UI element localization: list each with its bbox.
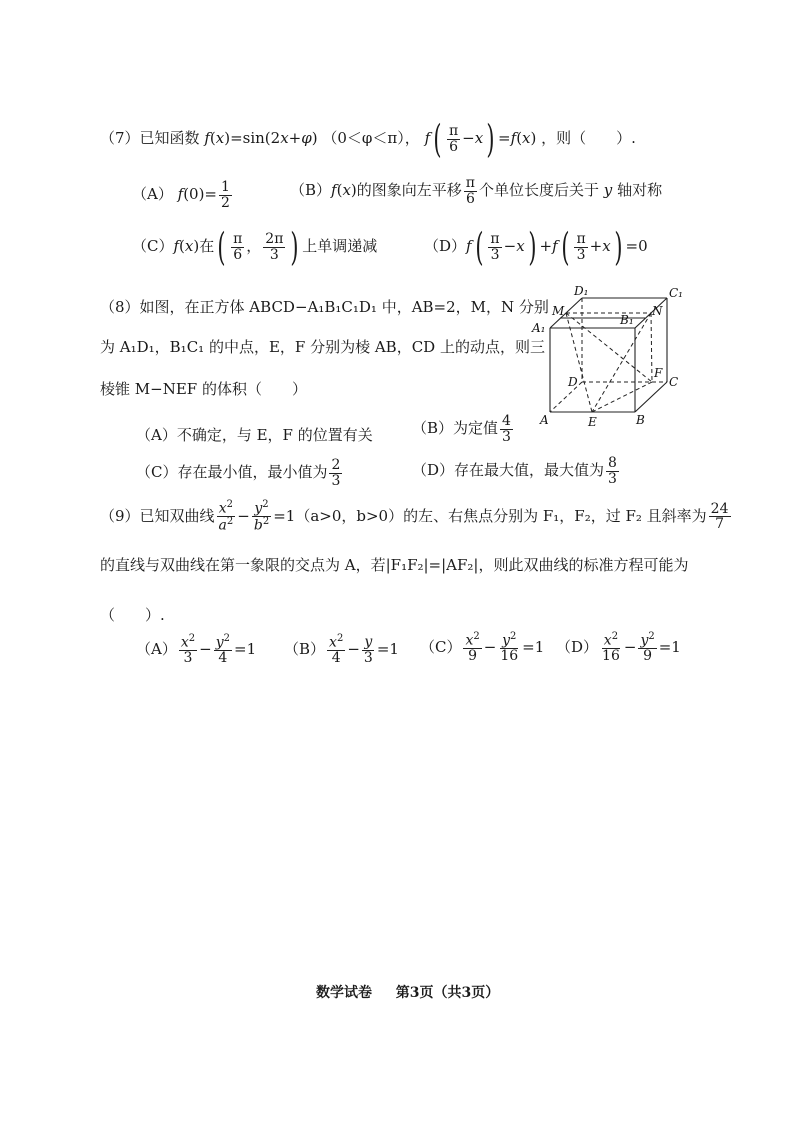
footer-subject: 数学试卷 bbox=[316, 985, 372, 1001]
q9-line-2: 的直线与双曲线在第一象限的交点为 A，若|F₁F₂|=|AF₂|，则此双曲线的标准方程可能为 bbox=[100, 556, 689, 574]
label-a: A bbox=[540, 413, 549, 427]
q8-option-a: （A）不确定，与 E，F 的位置有关 bbox=[136, 426, 373, 444]
q9-option-d: （D） $\frac{x^2}{16}$ − $\frac{y^2}{9}$ =1 bbox=[556, 631, 681, 665]
q7-stem-prefix: （7）已知函数 bbox=[100, 129, 200, 147]
q8-line-1: （8）如图，在正方体 ABCD−A₁B₁C₁D₁ 中，AB=2，M，N 分别 bbox=[100, 298, 549, 316]
q9-option-c: （C） $\frac{x^2}{9}$ − $\frac{y^2}{16}$ =1 bbox=[420, 631, 545, 665]
q7-option-b: （B）f(x)的图象向左平移 $\frac{\pi}{6}$ 个单位长度后关于 y 轴对称 bbox=[290, 175, 663, 207]
page-footer bbox=[316, 982, 499, 1002]
q7-condition: （0＜φ＜π）， bbox=[322, 129, 420, 147]
label-f: F bbox=[654, 366, 663, 380]
q7-frac-pi6: $\frac{\pi}{6}$ bbox=[448, 122, 459, 155]
q8-line-3: 棱锥 M−NEF 的体积（ ） bbox=[100, 380, 307, 398]
label-b: B bbox=[636, 413, 645, 427]
q8-option-d: （D）存在最大值，最大值为 $\frac{8}{3}$ bbox=[412, 455, 617, 487]
label-d: D bbox=[568, 375, 578, 389]
label-a1: A₁ bbox=[532, 321, 546, 335]
q7-option-d: （D）f( $\frac{\pi}{3}$ −x) +f( $\frac{\pi}{3}$ +x) =0 bbox=[424, 225, 648, 269]
q7-function: f bbox=[204, 129, 210, 147]
q7-stem: （7）已知函数 f(x)=sin(2x+φ) （0＜φ＜π）， f( $\frac{\pi}{6}$ −x) =f(x) ，则（ ）. bbox=[100, 117, 636, 161]
q8-option-c: （C）存在最小值，最小值为 $\frac{2}{3}$ bbox=[136, 457, 341, 489]
q9-stem: （9）已知双曲线 $\frac{x^2}{a^2}$ − $\frac{y^2}{b^2}$ =1（a>0，b>0）的左、右焦点分别为 F₁，F₂，过 F₂ 且斜率为 $\frac{24}{7}$ bbox=[100, 499, 729, 534]
q9-option-a: （A） $\frac{x^2}{3}$ − $\frac{y^2}{4}$ =1 bbox=[136, 633, 257, 667]
label-b1: B₁ bbox=[620, 313, 634, 327]
label-c: C bbox=[669, 375, 679, 389]
label-e: E bbox=[588, 415, 597, 429]
label-d1: D₁ bbox=[574, 284, 589, 298]
q9-option-b: （B） $\frac{x^2}{4}$ − $\frac{y}{3}$ =1 bbox=[284, 633, 399, 667]
q7-option-c: （C）f(x)在( $\frac{\pi}{6}$ ， $\frac{2\pi}{3}$ ) 上单调递减 bbox=[132, 225, 378, 269]
q7-stem-end: ，则（ ）. bbox=[541, 129, 636, 147]
label-n: N bbox=[652, 304, 663, 318]
q8-option-b: （B）为定值 $\frac{4}{3}$ bbox=[412, 413, 511, 445]
q7-option-a: （A） f(0)= $\frac{1}{2}$ bbox=[132, 179, 230, 211]
q8-line-2: 为 A₁D₁，B₁C₁ 的中点，E，F 分别为棱 AB，CD 上的动点，则三 bbox=[100, 338, 545, 356]
label-c1: C₁ bbox=[669, 286, 683, 300]
q9-blank: （ ）. bbox=[100, 606, 165, 624]
cube-figure bbox=[530, 284, 690, 434]
label-m: M bbox=[552, 304, 565, 318]
footer-page: 第3页（共3页） bbox=[395, 985, 500, 1001]
